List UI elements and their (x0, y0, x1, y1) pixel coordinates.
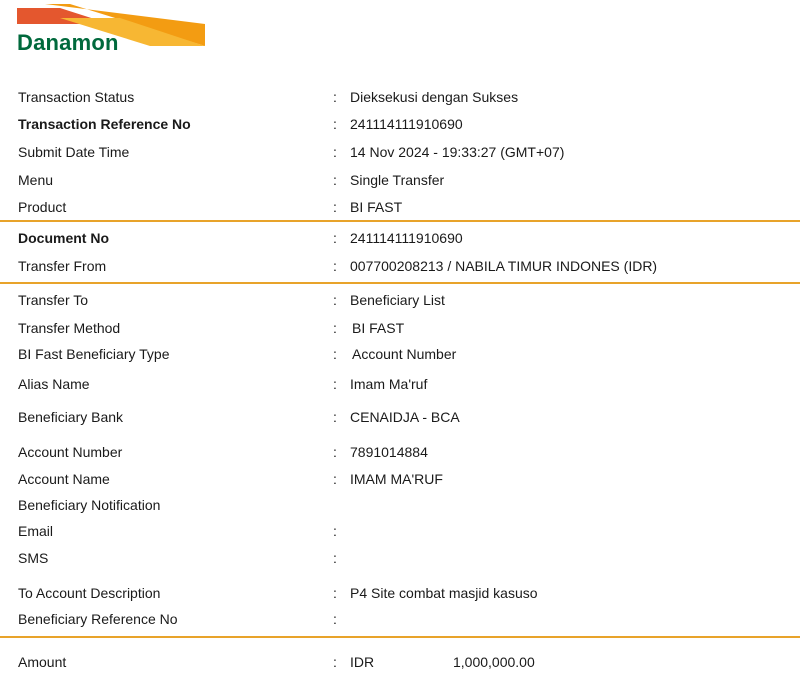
label: Transaction Reference No (18, 116, 191, 132)
colon: : (333, 654, 337, 670)
label: Transfer From (18, 258, 107, 274)
row-transaction-reference (0, 116, 800, 136)
colon: : (333, 116, 337, 132)
label: Transfer Method (18, 320, 121, 336)
colon: : (333, 585, 337, 601)
colon: : (333, 523, 337, 539)
label: Amount (18, 654, 67, 670)
section-divider (0, 636, 800, 638)
label: BI Fast Beneficiary Type (18, 346, 170, 362)
value: Account Number (352, 346, 457, 362)
label: Document No (18, 230, 109, 246)
row-product (0, 199, 800, 219)
colon: : (333, 172, 337, 188)
row-to-account-description (0, 585, 800, 605)
label: Alias Name (18, 376, 90, 392)
row-submit-date-time (0, 144, 800, 164)
row-transaction-status (0, 89, 800, 109)
row-account-number (0, 444, 800, 464)
label: Email (18, 523, 54, 539)
colon: : (333, 144, 337, 160)
value: BI FAST (352, 320, 405, 336)
label: SMS (18, 550, 49, 566)
row-beneficiary-reference-no (0, 611, 800, 631)
currency: IDR (350, 654, 375, 670)
colon: : (333, 550, 337, 566)
label: Transfer To (18, 292, 89, 308)
row-amount (0, 654, 800, 674)
colon: : (333, 320, 337, 336)
label: Beneficiary Reference No (18, 611, 178, 627)
section-divider (0, 282, 800, 284)
colon: : (333, 292, 337, 308)
colon: : (333, 409, 337, 425)
value: Beneficiary List (350, 292, 445, 308)
value: Dieksekusi dengan Sukses (350, 89, 519, 105)
value: BI FAST (350, 199, 403, 215)
row-email (0, 523, 800, 543)
label: Submit Date Time (18, 144, 130, 160)
row-beneficiary-bank (0, 409, 800, 429)
label: Account Name (18, 471, 110, 487)
amount-value: 1,000,000.00 (453, 654, 535, 670)
value: IMAM MA'RUF (350, 471, 443, 487)
row-alias-name (0, 376, 800, 396)
danamon-logo (0, 0, 215, 60)
value: 241114111910690 (350, 230, 463, 246)
row-menu (0, 172, 800, 192)
colon: : (333, 346, 337, 362)
value: CENAIDJA - BCA (350, 409, 460, 425)
colon: : (333, 376, 337, 392)
section-divider (0, 220, 800, 222)
label: Beneficiary Bank (18, 409, 124, 425)
row-sms (0, 550, 800, 570)
label: Beneficiary Notification (18, 497, 161, 513)
colon: : (333, 230, 337, 246)
label: Menu (18, 172, 54, 188)
value: 241114111910690 (350, 116, 463, 132)
value: 7891014884 (350, 444, 428, 460)
colon: : (333, 611, 337, 627)
row-beneficiary-notification (0, 497, 800, 517)
value: Single Transfer (350, 172, 445, 188)
row-transfer-from (0, 258, 800, 278)
label: Account Number (18, 444, 123, 460)
value: 007700208213 / NABILA TIMUR INDONES (IDR) (350, 258, 658, 274)
label: Transaction Status (18, 89, 135, 105)
colon: : (333, 444, 337, 460)
row-account-name (0, 471, 800, 491)
brand-name: Danamon (17, 30, 119, 55)
value: P4 Site combat masjid kasuso (350, 585, 538, 601)
colon: : (333, 89, 337, 105)
row-document-no (0, 230, 800, 250)
value: Imam Ma'ruf (350, 376, 428, 392)
colon: : (333, 471, 337, 487)
colon: : (333, 199, 337, 215)
row-bi-fast-beneficiary-type (0, 346, 800, 366)
row-transfer-to (0, 292, 800, 312)
label: To Account Description (18, 585, 161, 601)
value: 14 Nov 2024 - 19:33:27 (GMT+07) (350, 144, 565, 160)
colon: : (333, 258, 337, 274)
label: Product (18, 199, 67, 215)
row-transfer-method (0, 320, 800, 340)
